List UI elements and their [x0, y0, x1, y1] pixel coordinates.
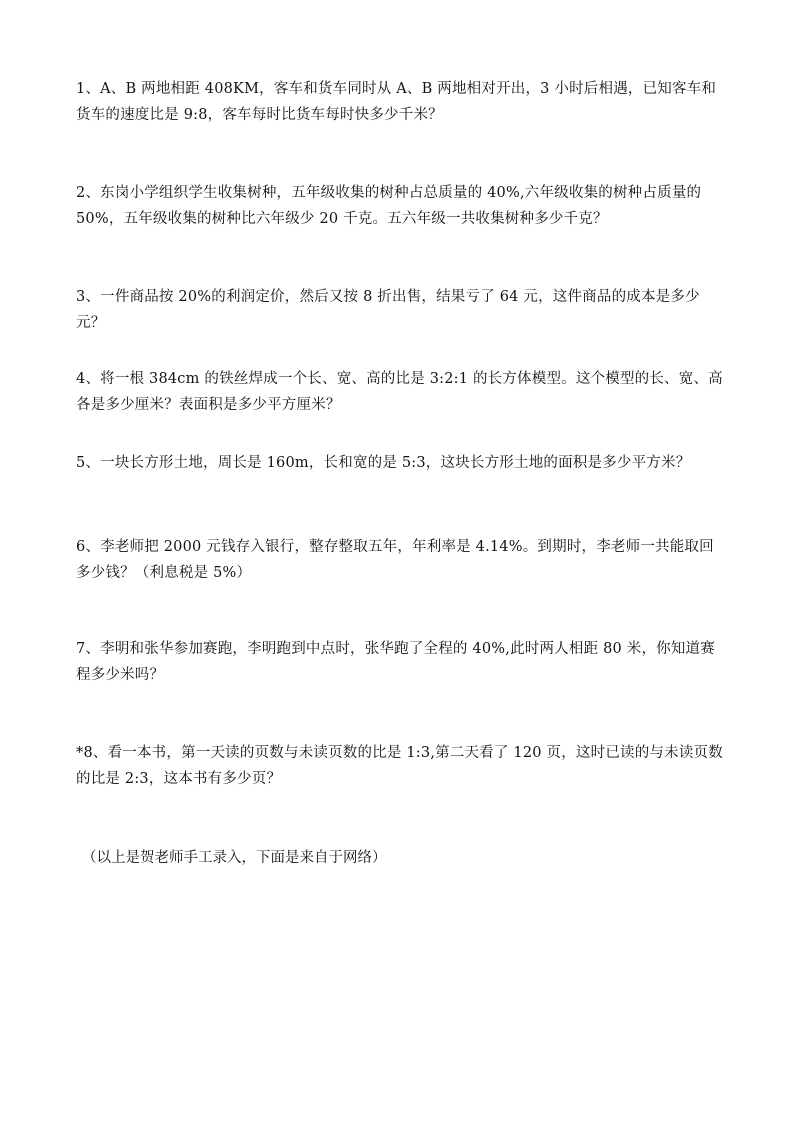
source-note: （以上是贺老师手工录入，下面是来自于网络）: [82, 850, 387, 866]
question-6: 6、李老师把 2000 元钱存入银行，整存整取五年，年利率是 4.14%。到期时，李老师一共能取回多少钱？（利息税是 5%）: [76, 539, 714, 581]
question-2: 2、东岗小学组织学生收集树种，五年级收集的树种占总质量的 40%,六年级收集的树种占质量的 50%，五年级收集的树种比六年级少 20 千克。五六年级一共收集树种多少千克？: [76, 185, 702, 227]
question-8: *8、看一本书，第一天读的页数与未读页数的比是 1:3,第二天看了 120 页，这时已读的与未读页数的比是 2:3，这本书有多少页？: [76, 745, 723, 787]
question-1: 1、A、B 两地相距 408KM，客车和货车同时从 A、B 两地相对开出，3 小时后相遇，已知客车和货车的速度比是 9:8，客车每时比货车每时快多少千米？: [76, 81, 717, 123]
question-4: 4、将一根 384cm 的铁丝焊成一个长、宽、高的比是 3:2:1 的长方体模型。这个模型的长、宽、高各是多少厘米？表面积是多少平方厘米？: [76, 371, 723, 413]
question-5: 5、一块长方形土地，周长是 160m，长和宽的是 5:3，这块长方形土地的面积是多少平方米？: [76, 455, 691, 471]
question-3: 3、一件商品按 20%的利润定价，然后又按 8 折出售，结果亏了 64 元，这件商品的成本是多少元？: [76, 289, 700, 331]
question-7: 7、李明和张华参加赛跑，李明跑到中点时，张华跑了全程的 40%,此时两人相距 80 米，你知道赛程多少米吗？: [76, 641, 715, 683]
